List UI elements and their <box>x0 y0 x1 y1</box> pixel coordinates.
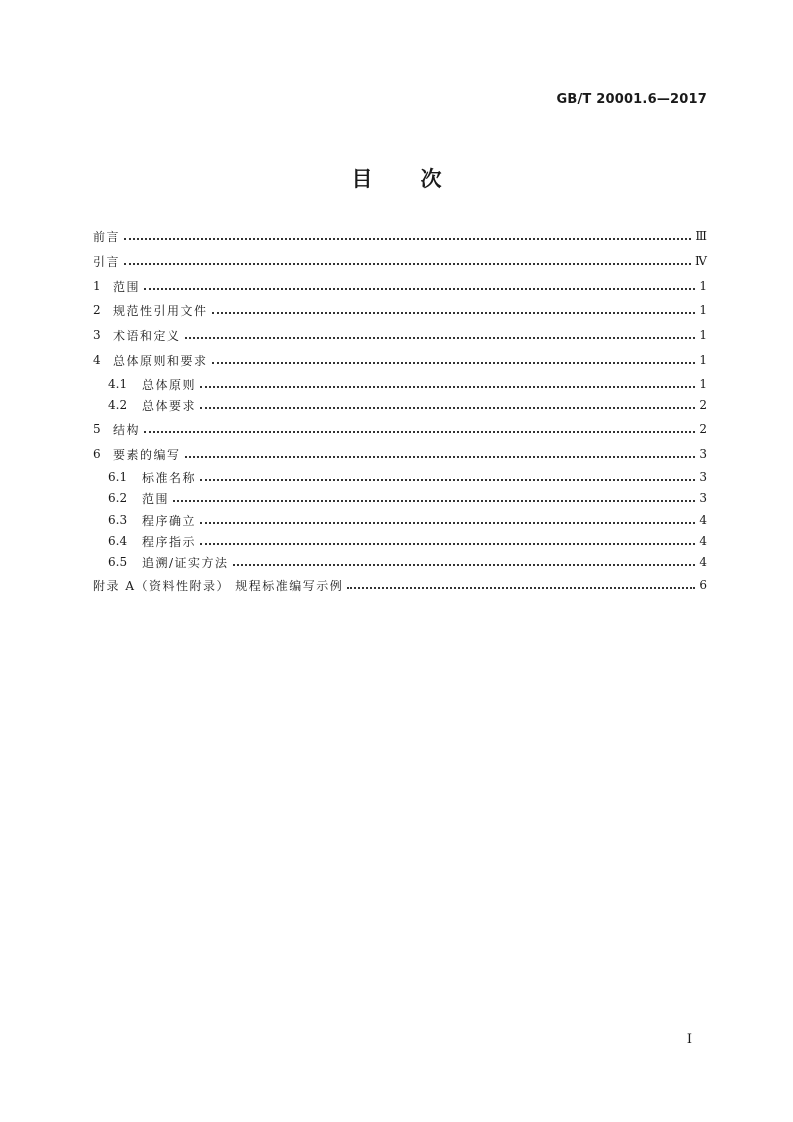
toc-entry-6[interactable] <box>93 444 707 464</box>
toc-entry-text: 引言 <box>93 254 121 269</box>
toc-entry-page: 4 <box>699 555 707 569</box>
toc-entry-page: 1 <box>699 328 707 342</box>
dot-leader <box>200 521 695 524</box>
toc-entry-page: 6 <box>699 578 707 592</box>
page-title: 目次 <box>351 167 490 191</box>
toc-entry-number: 4 <box>93 353 101 367</box>
toc-entry-page: 3 <box>699 470 707 484</box>
toc-entry-1[interactable] <box>93 276 707 296</box>
toc-entry-6-3[interactable] <box>108 510 707 530</box>
toc-entry-number: 5 <box>93 422 101 436</box>
toc-entry-foreword[interactable] <box>93 226 707 246</box>
toc-entry-text: 总体要求 <box>142 398 197 413</box>
toc-entry-2[interactable] <box>93 300 707 320</box>
dot-leader <box>200 406 695 409</box>
dot-leader <box>144 430 695 433</box>
toc-entry-page: 1 <box>699 353 707 367</box>
toc-entry-text: 要素的编写 <box>113 447 181 462</box>
dot-leader <box>212 311 695 314</box>
dot-leader <box>124 262 691 265</box>
toc-entry-text: 术语和定义 <box>113 328 181 343</box>
toc-entry-4-1[interactable] <box>108 374 707 394</box>
toc-entry-number: 6.5 <box>108 555 128 569</box>
toc-entry-number: 6.3 <box>108 513 128 527</box>
toc-entry-text: 附录 A（资料性附录） 规程标准编写示例 <box>93 578 344 593</box>
toc-entry-number: 4.2 <box>108 398 128 412</box>
dot-leader <box>144 287 695 290</box>
toc-entry-6-2[interactable] <box>108 488 707 508</box>
toc-entry-page: 4 <box>699 534 707 548</box>
dot-leader <box>200 478 695 481</box>
toc-entry-6-4[interactable] <box>108 531 707 551</box>
toc-entry-introduction[interactable] <box>93 251 707 271</box>
toc-entry-number: 4.1 <box>108 377 128 391</box>
dot-leader <box>173 499 695 502</box>
dot-leader <box>200 385 695 388</box>
dot-leader <box>185 455 695 458</box>
toc-entry-text: 总体原则和要求 <box>113 353 208 368</box>
toc-entry-page: 3 <box>699 447 707 461</box>
toc-entry-4-2[interactable] <box>108 395 707 415</box>
toc-entry-text: 程序确立 <box>142 513 197 528</box>
toc-entry-page: Ⅲ <box>695 229 707 243</box>
toc-entry-6-5[interactable] <box>108 552 707 572</box>
toc-entry-5[interactable] <box>93 419 707 439</box>
toc-entry-text: 范围 <box>113 279 141 294</box>
toc-entry-text: 前言 <box>93 229 121 244</box>
toc-entry-page: 2 <box>699 398 707 412</box>
toc-entry-text: 程序指示 <box>142 534 197 549</box>
toc-entry-6-1[interactable] <box>108 467 707 487</box>
dot-leader <box>212 361 695 364</box>
document-code: GB/T 20001.6—2017 <box>556 92 707 107</box>
toc-entry-page: Ⅳ <box>695 254 707 268</box>
toc-entry-text: 标准名称 <box>142 470 197 485</box>
dot-leader <box>347 586 695 589</box>
toc-entry-number: 6.4 <box>108 534 128 548</box>
dot-leader <box>233 563 695 566</box>
toc-entry-text: 规范性引用文件 <box>113 303 208 318</box>
toc-entry-number: 2 <box>93 303 101 317</box>
toc-entry-text: 结构 <box>113 422 141 437</box>
toc-entry-page: 1 <box>699 279 707 293</box>
toc-entry-number: 6 <box>93 447 101 461</box>
toc-entry-page: 3 <box>699 491 707 505</box>
toc-entry-page: 2 <box>699 422 707 436</box>
dot-leader <box>185 336 695 339</box>
toc-entry-page: 1 <box>699 303 707 317</box>
toc-entry-number: 3 <box>93 328 101 342</box>
dot-leader <box>200 542 695 545</box>
dot-leader <box>124 237 691 240</box>
toc-entry-text: 范围 <box>142 491 170 506</box>
toc-entry-text: 总体原则 <box>142 377 197 392</box>
toc-entry-page: 4 <box>699 513 707 527</box>
toc-entry-number: 6.2 <box>108 491 128 505</box>
toc-entry-number: 1 <box>93 279 101 293</box>
toc-entry-text: 追溯/证实方法 <box>142 555 229 570</box>
toc-entry-appendix-a[interactable] <box>93 575 707 595</box>
toc-entry-page: 1 <box>699 377 707 391</box>
toc-entry-3[interactable] <box>93 325 707 345</box>
toc-entry-4[interactable] <box>93 350 707 370</box>
page-number: I <box>686 1032 692 1047</box>
toc-entry-number: 6.1 <box>108 470 128 484</box>
